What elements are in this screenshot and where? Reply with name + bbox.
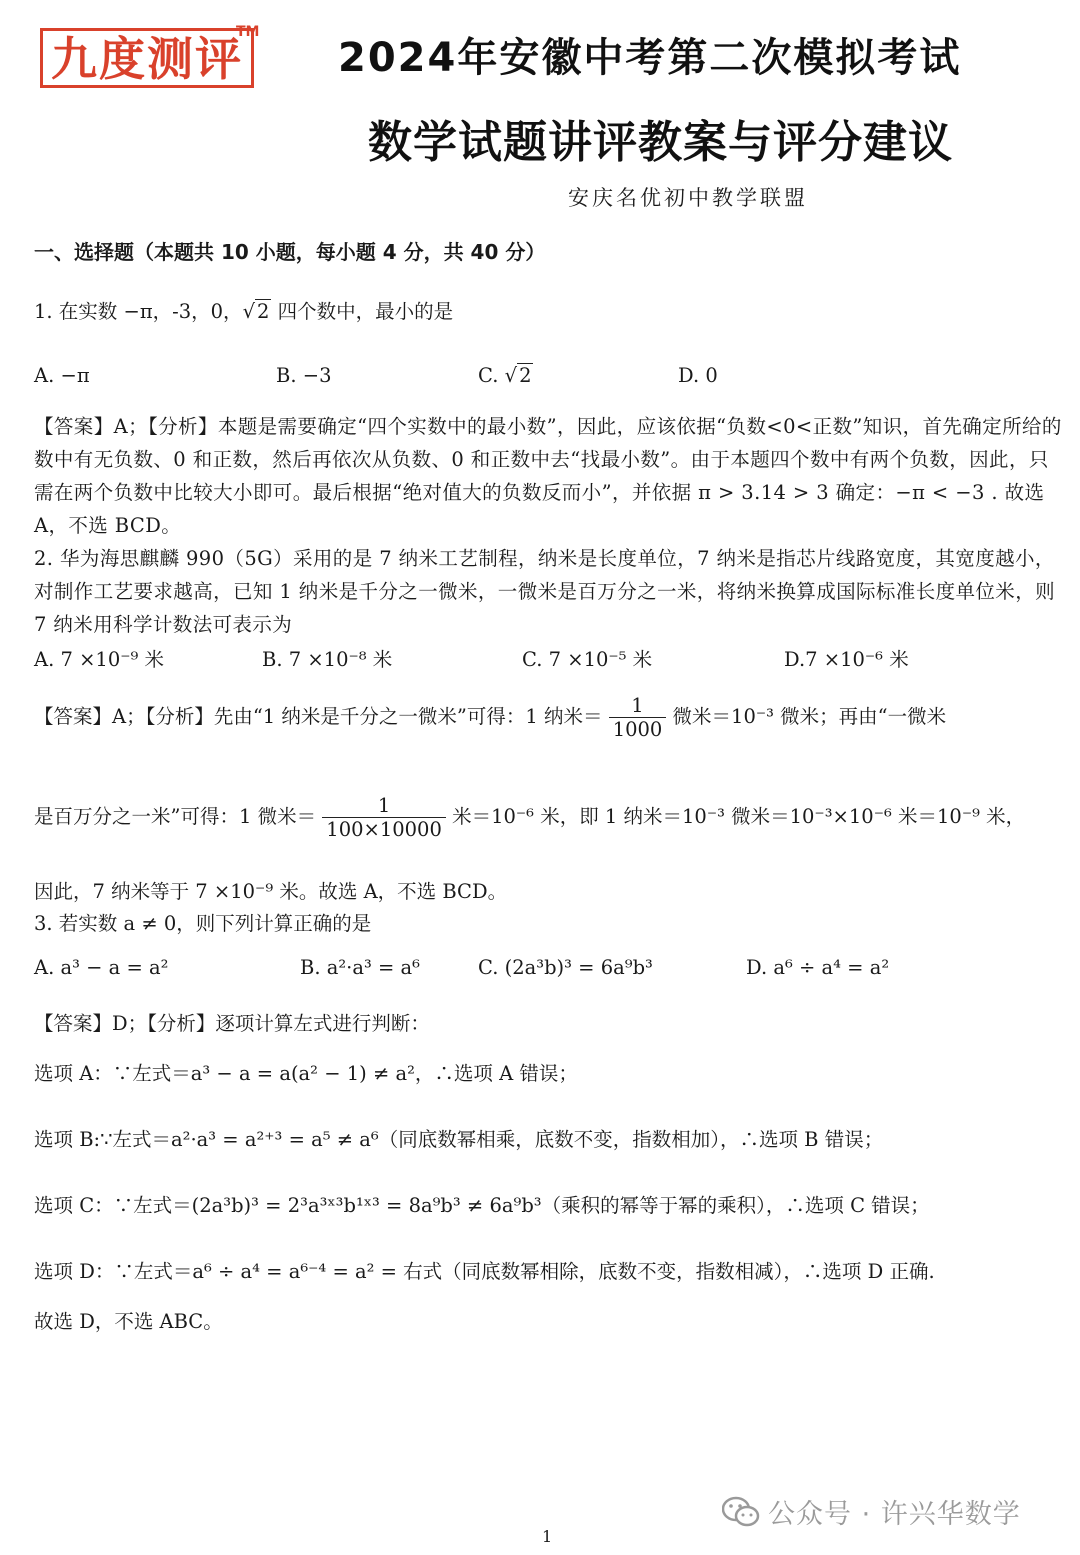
q3-answer: 【答案】D；【分析】逐项计算左式进行判断：	[34, 1012, 430, 1035]
q3-solution-c: 选项 C：∵左式＝(2a³b)³ = 2³a³ˣ³b¹ˣ³ = 8a⁹b³ ≠ 6a⁹b³（乘积的幂等于幂的乘积），∴选项 C 错误；	[34, 1194, 930, 1217]
q2-answer-1b: 微米＝10⁻³ 微米；再由“一微米	[672, 705, 947, 728]
q2-fraction-2-denominator: 100×10000	[322, 817, 446, 841]
q1-option-d: D. 0	[678, 364, 718, 387]
q1-option-c-sqrt: √ 2	[504, 364, 532, 387]
q2-fraction-1-denominator: 1000	[609, 717, 667, 741]
q2-answer-1a: 【答案】A；【分析】先由“1 纳米是千分之一微米”可得：1 纳米＝	[34, 705, 603, 728]
q2-fraction-2	[322, 794, 446, 841]
q3-option-c: C. (2a³b)³ = 6a⁹b³	[478, 956, 653, 979]
q3-option-b: B. a²·a³ = a⁶	[300, 956, 420, 979]
q3-option-d: D. a⁶ ÷ a⁴ = a²	[746, 956, 890, 979]
q2-option-a: A. 7 ×10⁻⁹ 米	[34, 648, 165, 671]
q2-answer-2a: 是百万分之一米”可得：1 微米＝	[34, 805, 317, 828]
q3-conclusion: 故选 D，不选 ABC。	[34, 1310, 223, 1333]
q2-answer-2b: 米＝10⁻⁶ 米，即 1 纳米＝10⁻³ 微米＝10⁻³×10⁻⁶ 米＝10⁻⁹ 米，	[452, 805, 1026, 828]
section-heading: 一、选择题（本题共 10 小题，每小题 4 分，共 40 分）	[34, 240, 546, 264]
q2-option-c: C. 7 ×10⁻⁵ 米	[522, 648, 653, 671]
q3-solution-d: 选项 D：∵左式＝a⁶ ÷ a⁴ = a⁶⁻⁴ = a² = 右式（同底数幂相除，底数不变，指数相减），∴选项 D 正确.	[34, 1260, 935, 1283]
q2-fraction-1-numerator: 1	[631, 694, 644, 717]
q2-stem: 2. 华为海思麒麟 990（5G）采用的是 7 纳米工艺制程，纳米是长度单位，7 纳米是指芯片线路宽度，其宽度越小，对制作工艺要求越高，已知 1 纳米是千分之一微米，一微米是百万分之一米，将纳米换算成国际标准长度单位米，则 7 纳米用科学计数法可表示为	[34, 547, 1056, 636]
q2-option-b: B. 7 ×10⁻⁸ 米	[262, 648, 393, 671]
q3-solution-a: 选项 A：∵左式＝a³ − a = a(a² − 1) ≠ a²，∴选项 A 错误；	[34, 1062, 578, 1085]
q1-stem-a: 1. 在实数 −π，-3，0，	[34, 300, 243, 323]
wechat-icon	[722, 1496, 760, 1535]
q2-fraction-1	[609, 694, 667, 741]
q1-stem	[34, 296, 453, 324]
q1-sqrt-radicand: 2	[257, 300, 270, 323]
watermark	[722, 1492, 1021, 1535]
logo-box	[40, 28, 254, 88]
q1-option-c-radicand: 2	[519, 364, 532, 387]
q1-option-c	[478, 364, 533, 387]
q3-solution-b: 选项 B:∵左式＝a²·a³ = a²⁺³ = a⁵ ≠ a⁶（同底数幂相乘，底数不变，指数相加），∴选项 B 错误；	[34, 1128, 884, 1151]
q1-stem-b: 四个数中，最小的是	[271, 300, 454, 323]
q2-answer-line-2	[34, 794, 1025, 841]
title-line-2: 数学试题讲评教案与评分建议	[368, 117, 953, 168]
q1-answer: 【答案】A；【分析】本题是需要确定“四个实数中的最小数”，因此，应该依据“负数<0<正数”知识，首先确定所给的数中有无负数、0 和正数，然后再依次从负数、0 和正数中去“找最小数”。由于本题四个数中有两个负数，因此，只需在两个负数中比较大小即可。最后根据“绝对值大的负数反而小”，并依据 π > 3.14 > 3 确定：−π < −3 . 故选 A，不选 BCD。	[34, 415, 1062, 537]
q3-option-a: A. a³ − a = a²	[34, 956, 169, 979]
q3-stem: 3. 若实数 a ≠ 0，则下列计算正确的是	[34, 912, 372, 935]
q1-option-c-prefix: C.	[478, 364, 505, 387]
watermark-text: 公众号 · 许兴华数学	[768, 1499, 1021, 1530]
organization-name: 安庆名优初中教学联盟	[568, 186, 808, 210]
q1-option-b: B. −3	[276, 364, 332, 387]
q1-option-a: A. −π	[34, 364, 90, 387]
q2-fraction-2-numerator: 1	[377, 794, 391, 817]
page-number: 1	[542, 1527, 553, 1546]
title-line-1: 2024年安徽中考第二次模拟考试	[338, 35, 962, 81]
logo-text: 九度测评	[51, 32, 243, 86]
q2-answer-line-1	[34, 694, 946, 741]
q1-sqrt: √ 2	[242, 300, 270, 323]
q2-answer-line-3: 因此，7 纳米等于 7 ×10⁻⁹ 米。故选 A，不选 BCD。	[34, 880, 508, 903]
trademark-mark: TM	[236, 24, 260, 40]
q2-option-d: D.7 ×10⁻⁶ 米	[784, 648, 909, 671]
